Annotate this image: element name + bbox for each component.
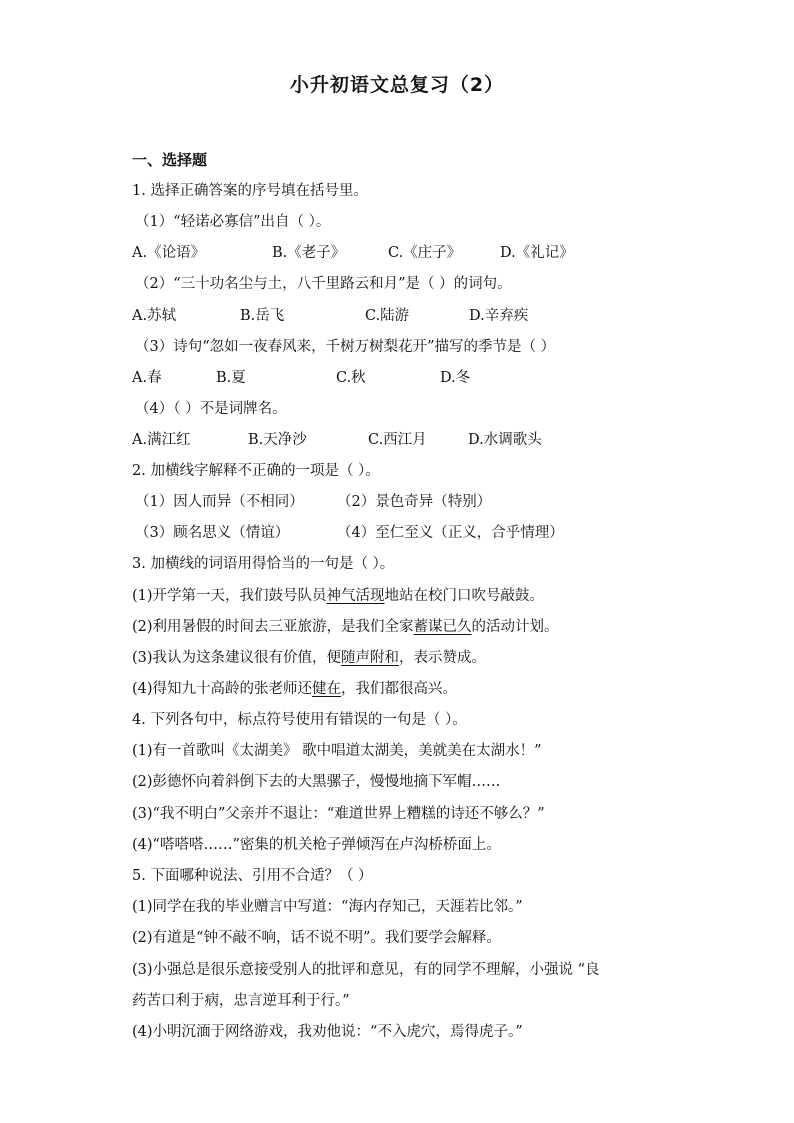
option-a: A.满江红 — [132, 432, 191, 448]
item-text: 的活动计划。 — [471, 619, 559, 635]
question-2-item-4: （4）至仁至义（正义，合乎情理） — [337, 525, 564, 541]
item-text: ，表示赞成。 — [399, 650, 487, 666]
question-1-sub-2: （2）“三十功名尘与土，八千里路云和月”是（ ）的词句。 — [135, 276, 512, 292]
question-4-stem: 4. 下列各句中，标点符号使用有错误的一句是（ ）。 — [132, 712, 467, 728]
question-2-item-2: （2）景色奇异（特别） — [337, 494, 492, 510]
question-1-stem: 1. 选择正确答案的序号填在括号里。 — [132, 183, 368, 199]
option-c: C.秋 — [336, 370, 366, 386]
question-5-item-2: (2)有道是“钟不敲不响，话不说不明”。我们要学会解释。 — [132, 930, 501, 946]
item-text: 地站在校门口吹号敲鼓。 — [384, 588, 545, 604]
option-d: D.冬 — [440, 370, 471, 386]
item-text: ，我们都很高兴。 — [341, 681, 458, 697]
question-5-stem: 5. 下面哪种说法、引用不合适？（ ） — [132, 868, 373, 884]
question-4-item-2: (2)彭德怀向着斜倒下去的大黑骡子，慢慢地摘下军帽…… — [132, 774, 501, 790]
option-c: C.陆游 — [365, 308, 410, 324]
question-1-sub-1-options — [132, 243, 574, 263]
item-text: (4)得知九十高龄的张老师还 — [132, 681, 313, 697]
question-5-item-4: (4)小明沉湎于网络游戏，我劝他说：“不入虎穴，焉得虎子。” — [132, 1024, 523, 1040]
item-text: (2)利用暑假的时间去三亚旅游，是我们全家 — [132, 619, 414, 635]
underlined-phrase: 健在 — [312, 681, 342, 697]
underlined-phrase: 蓄谋已久 — [413, 619, 472, 635]
option-a: A.《论语》 — [132, 245, 206, 261]
option-b: B.天净沙 — [248, 432, 307, 448]
option-a: A.苏轼 — [132, 308, 177, 324]
section-heading-choice: 一、选择题 — [132, 151, 208, 169]
option-d: D.水调歌头 — [468, 432, 542, 448]
option-b: B.夏 — [216, 370, 246, 386]
question-5-item-3-continued: 药苦口利于病，忠言逆耳利于行。” — [132, 993, 350, 1009]
question-2-item-3: （3）顾名思义（情谊） — [135, 525, 290, 541]
question-4-item-3: (3)“我不明白”父亲并不退让：“难道世界上糟糕的诗还不够么？” — [132, 806, 545, 822]
option-c: C.西江月 — [368, 432, 427, 448]
question-2-row-2 — [135, 523, 564, 543]
question-5-item-3: (3)小强总是很乐意接受别人的批评和意见，有的同学不理解，小强说 “良 — [132, 962, 600, 978]
underlined-phrase: 随声附和 — [341, 650, 400, 666]
item-text: (1)开学第一天，我们鼓号队员 — [132, 588, 327, 604]
option-b: B.《老子》 — [272, 245, 346, 261]
page-title: 小升初语文总复习（2） — [289, 74, 505, 96]
question-1-sub-3-options — [132, 368, 470, 388]
question-1-sub-4-options — [132, 430, 542, 450]
option-a: A.春 — [132, 370, 162, 386]
item-text: (3)我认为这条建议很有价值，便 — [132, 650, 342, 666]
question-3-item-1 — [132, 586, 544, 606]
question-1-sub-3: （3）诗句“忽如一夜春风来，千树万树梨花开”描写的季节是（ ） — [135, 339, 556, 355]
option-c: C.《庄子》 — [388, 245, 462, 261]
question-1-sub-1: （1）“轻诺必寡信”出自（ ）。 — [135, 214, 331, 230]
question-3-stem: 3. 加横线的词语用得恰当的一句是（ ）。 — [132, 556, 395, 572]
question-2-item-1: （1）因人而异（不相同） — [135, 494, 304, 510]
question-4-item-4: (4)“嗒嗒嗒……”密集的机关枪子弹倾泻在卢沟桥桥面上。 — [132, 837, 501, 853]
question-4-item-1: (1)有一首歌叫《太湖美》 歌中唱道太湖美，美就美在太湖水！” — [132, 743, 542, 759]
question-5-item-1: (1)同学在我的毕业赠言中写道：“海内存知己，天涯若比邻。” — [132, 899, 523, 915]
option-b: B.岳飞 — [240, 308, 285, 324]
option-d: D.辛弃疾 — [469, 308, 529, 324]
question-2-stem: 2. 加横线字解释不正确的一项是（ ）。 — [132, 463, 380, 479]
underlined-phrase: 神气活现 — [326, 588, 385, 604]
question-1-sub-2-options — [132, 306, 528, 326]
question-1-sub-4: （4）（ ）不是词牌名。 — [135, 401, 287, 417]
question-2-row-1 — [135, 492, 491, 512]
option-d: D.《礼记》 — [500, 245, 574, 261]
question-3-item-4 — [132, 679, 457, 699]
question-3-item-2 — [132, 617, 559, 637]
question-3-item-3 — [132, 648, 486, 668]
